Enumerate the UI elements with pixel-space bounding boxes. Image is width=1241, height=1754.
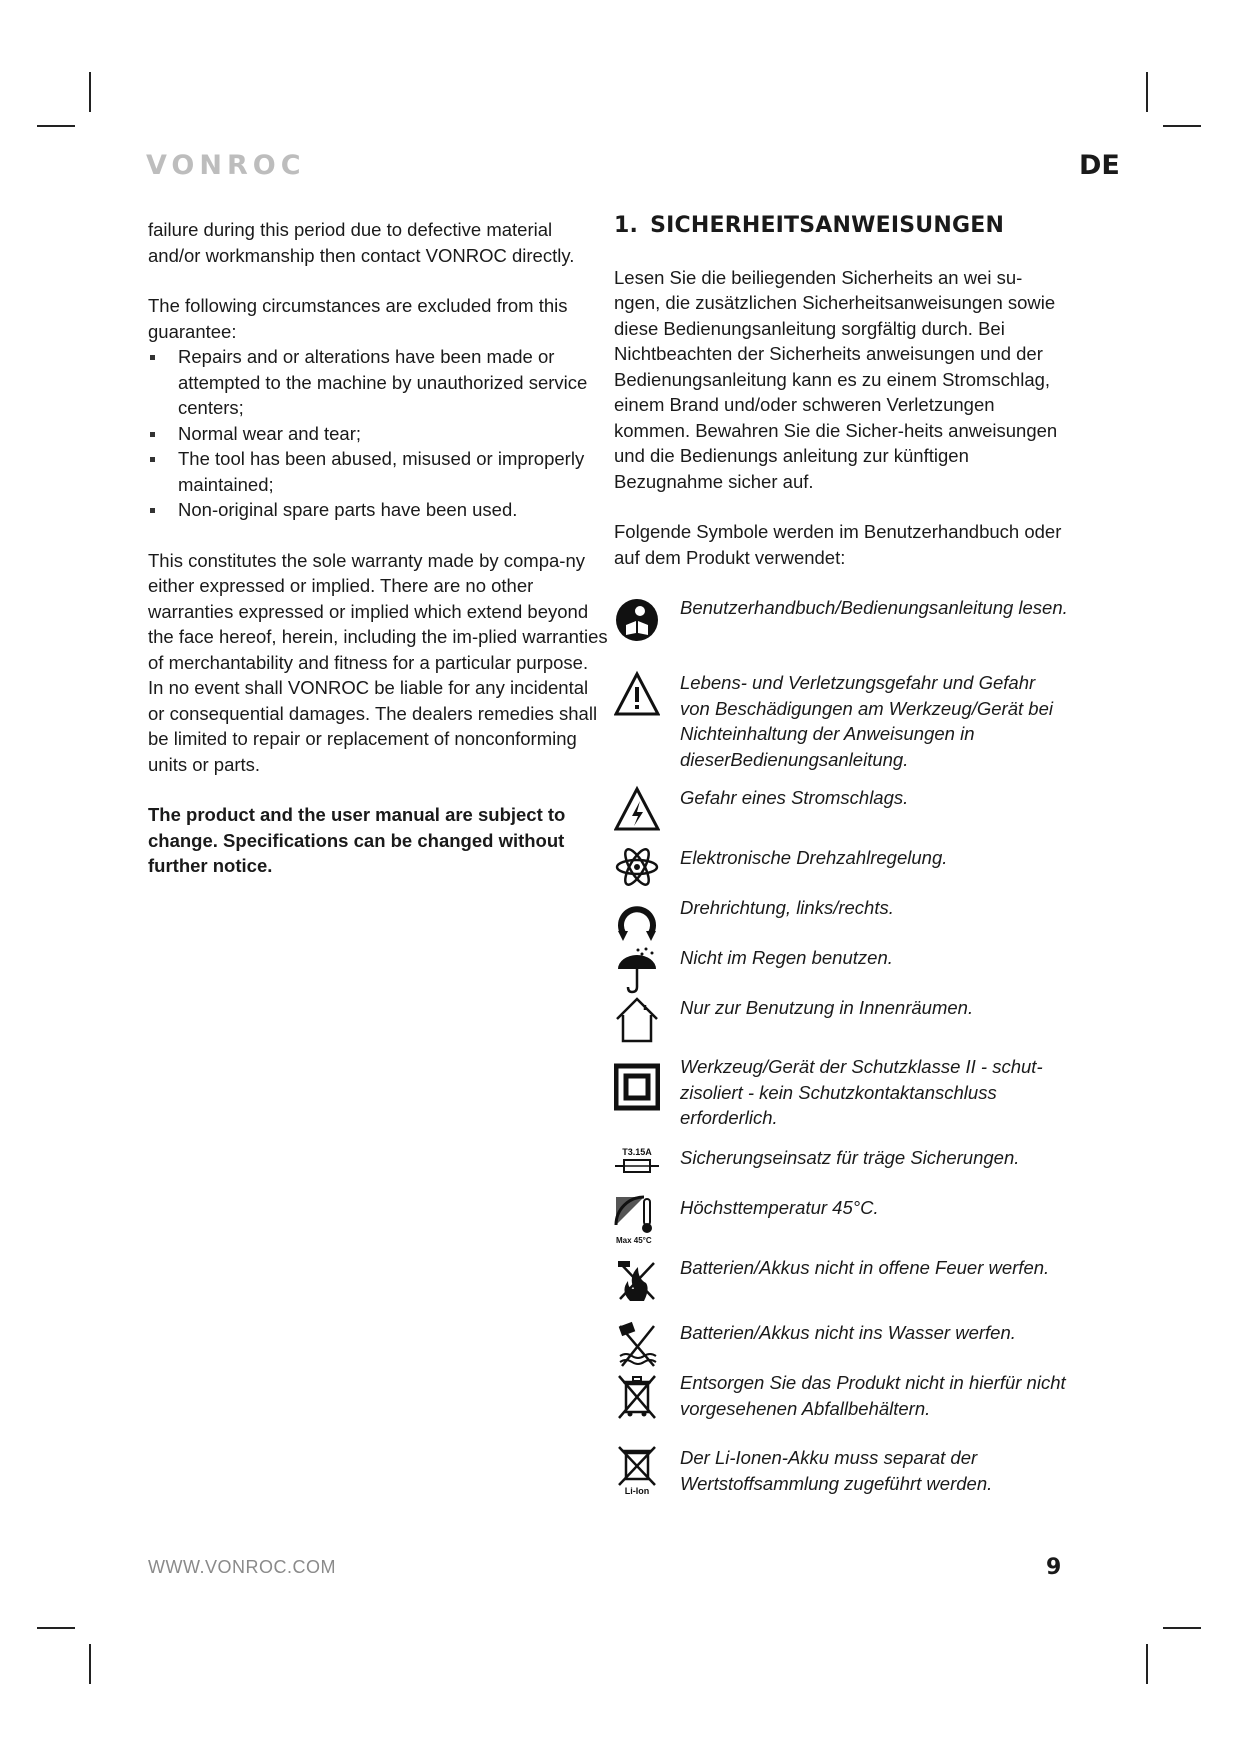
symbol-description: Batterien/Akkus nicht in offene Feuer werfen. xyxy=(680,1257,1050,1278)
exclusions-list xyxy=(148,344,608,523)
page-number: 9 xyxy=(1046,1555,1062,1580)
list-item: Normal wear and tear; xyxy=(148,421,608,447)
symbol-description: Gefahr eines Stromschlags. xyxy=(680,787,909,808)
symbol-description: Batterien/Akkus nicht ins Wasser werfen. xyxy=(680,1322,1016,1343)
crop-mark xyxy=(1163,125,1201,127)
symbol-description: Sicherungseinsatz für träge Sicherungen. xyxy=(680,1147,1020,1168)
no-rain-icon xyxy=(614,945,660,995)
fuse-rating-label: T3.15A xyxy=(622,1147,652,1157)
list-item: Repairs and or alterations have been made or attempted to the machine by unauthorized service centers; xyxy=(148,344,608,421)
section-title: SICHERHEITSANWEISUNGEN xyxy=(650,213,1005,238)
rotation-direction-icon xyxy=(614,895,660,945)
symbol-description: Drehrichtung, links/rechts. xyxy=(680,897,894,918)
change-notice: The product and the user manual are subject to change. Specifications can be changed without further notice. xyxy=(148,804,566,876)
symbol-description: Nur zur Benutzung in Innenräumen. xyxy=(680,997,974,1018)
no-water-icon xyxy=(614,1320,660,1370)
crop-mark xyxy=(1146,1644,1148,1684)
read-manual-icon xyxy=(614,595,660,645)
warranty-column xyxy=(148,217,608,904)
language-code: DE xyxy=(1079,150,1120,181)
crop-mark xyxy=(37,125,75,127)
brand-logo: VONROC xyxy=(146,150,306,181)
crop-mark xyxy=(89,1644,91,1684)
indoor-use-icon xyxy=(614,995,660,1045)
fuse-icon xyxy=(614,1145,660,1195)
exclusions-intro: The following circumstances are excluded from this guarantee: xyxy=(148,295,568,342)
max-temperature-icon xyxy=(614,1195,660,1245)
li-ion-bin-icon xyxy=(614,1445,660,1495)
crop-mark xyxy=(1163,1627,1201,1629)
list-item: The tool has been abused, misused or improperly maintained; xyxy=(148,446,608,497)
warning-triangle-icon xyxy=(614,670,660,720)
electric-shock-icon xyxy=(614,785,660,835)
speed-control-icon xyxy=(614,845,660,895)
section-number: 1. xyxy=(614,213,639,238)
symbol-description: Nicht im Regen benutzen. xyxy=(680,947,893,968)
symbol-description: Werkzeug/Gerät der Schutzklasse II - schut-zisoliert - kein Schutzkontaktanschluss erforderlich. xyxy=(680,1056,1043,1128)
crop-mark xyxy=(37,1627,75,1629)
crossed-bin-icon xyxy=(614,1370,660,1420)
section-heading xyxy=(614,213,1064,239)
no-fire-icon xyxy=(614,1255,660,1305)
symbol-description: Lebens- und Verletzungsgefahr und Gefahr von Beschädigungen am Werkzeug/Gerät bei Nichteinhaltung der Anweisungen in dieserBedienungsanleitung. xyxy=(680,672,1053,770)
symbols-intro: Folgende Symbole werden im Benutzerhandbuch oder auf dem Produkt verwendet: xyxy=(614,521,1062,568)
symbol-description: Elektronische Drehzahlregelung. xyxy=(680,847,948,868)
temperature-label: Max 45°C xyxy=(616,1236,652,1245)
list-item: Non-original spare parts have been used. xyxy=(148,497,608,523)
footer-url: WWW.VONROC.COM xyxy=(148,1557,336,1577)
warranty-disclaimer: This constitutes the sole warranty made by compa-ny either expressed or implied. There are no other warranties expressed or implied which extend beyond the face hereof, herein, including the im-plied warranties of merchantability and fitness for a particular purpose. In no event shall VONROC be liable for any incidental or consequential damages. The dealers remedies shall be limited to repair or replacement of nonconforming units or parts. xyxy=(148,549,608,775)
li-ion-label: Li-Ion xyxy=(624,1486,650,1495)
symbol-description: Der Li-Ionen-Akku muss separat der Wertstoffsammlung zugeführt werden. xyxy=(680,1447,993,1494)
warranty-paragraph: failure during this period due to defective material and/or workmanship then contact VONROC directly. xyxy=(148,219,575,266)
symbol-description: Entsorgen Sie das Produkt nicht in hierfür nicht vorgesehenen Abfallbehältern. xyxy=(680,1372,1066,1419)
crop-mark xyxy=(1146,72,1148,112)
symbol-description: Höchsttemperatur 45°C. xyxy=(680,1197,879,1218)
crop-mark xyxy=(89,72,91,112)
symbol-description: Benutzerhandbuch/Bedienungsanleitung lesen. xyxy=(680,597,1068,618)
safety-intro: Lesen Sie die beiliegenden Sicherheits an wei su-ngen, die zusätzlichen Sicherheitsanweisungen sowie diese Bedienungsanleitung sorgfältig durch. Bei Nichtbeachten der Sicherheits anweisungen und der Bedienungsanleitung kann es zu einem Stromschlag, einem Brand und/oder schweren Verletzungen kommen. Bewahren Sie die Sicher-heits anweisungen und die Bedienungs anleitung zur künftigen Bezugnahme sicher auf. xyxy=(614,266,1058,492)
safety-column xyxy=(614,213,1064,595)
class-ii-icon xyxy=(614,1062,660,1112)
